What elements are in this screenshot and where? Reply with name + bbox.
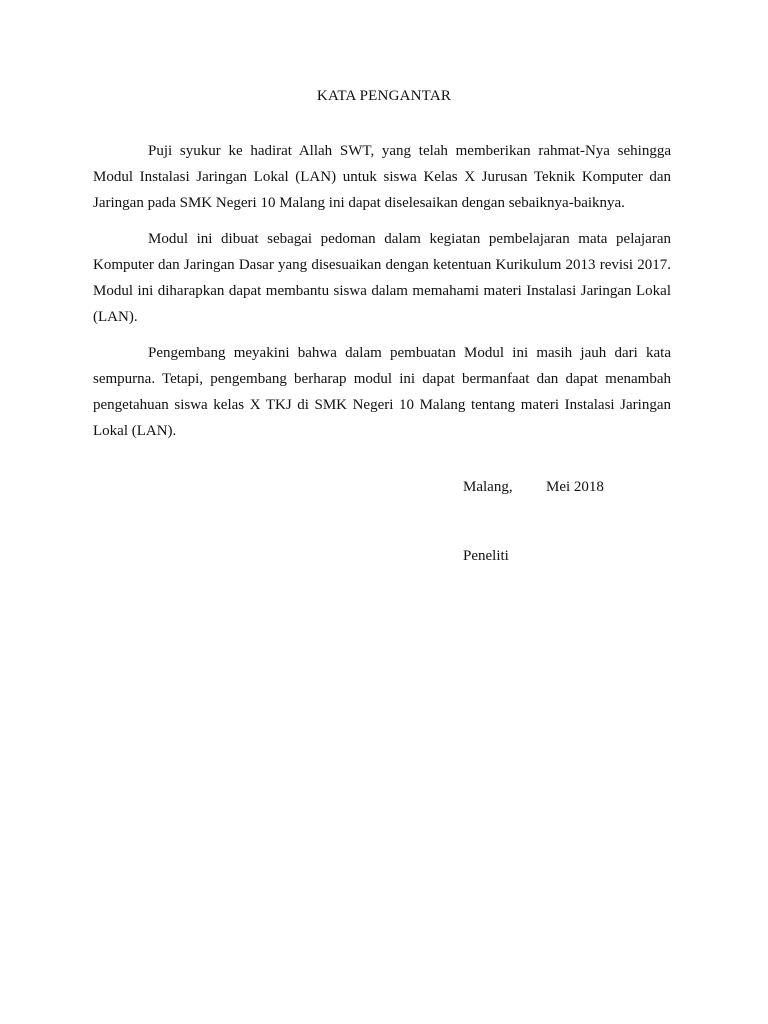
paragraph-3: Pengembang meyakini bahwa dalam pembuatan Modul ini masih jauh dari kata sempurna. Tetapi, pengembang berharap modul ini dapat bermanfaat dan dapat menambah pengetahuan siswa kelas X TKJ di SMK Negeri 10 Malang tentang materi Instalasi Jaringan Lokal (LAN). — [93, 345, 671, 439]
paragraph-1: Puji syukur ke hadirat Allah SWT, yang telah memberikan rahmat-Nya sehingga Modul Instalasi Jaringan Lokal (LAN) untuk siswa Kelas X Jurusan Teknik Komputer dan Jaringan pada SMK Negeri 10 Malang ini dapat diselesaikan dengan sebaiknya-baiknya. — [93, 143, 671, 211]
signature-city: Malang, — [463, 479, 513, 495]
paragraph-2: Modul ini dibuat sebagai pedoman dalam kegiatan pembelajaran mata pelajaran Komputer dan Jaringan Dasar yang disesuaikan dengan ketentuan Kurikulum 2013 revisi 2017. Modul ini diharapkan dapat membantu siswa dalam memahami materi Instalasi Jaringan Lokal (LAN). — [93, 231, 671, 325]
signature-place-date — [463, 479, 604, 496]
signature-role: Peneliti — [463, 548, 509, 564]
document-body — [93, 138, 671, 454]
signature-date: Mei 2018 — [546, 479, 604, 495]
document-title: KATA PENGANTAR — [316, 88, 452, 104]
